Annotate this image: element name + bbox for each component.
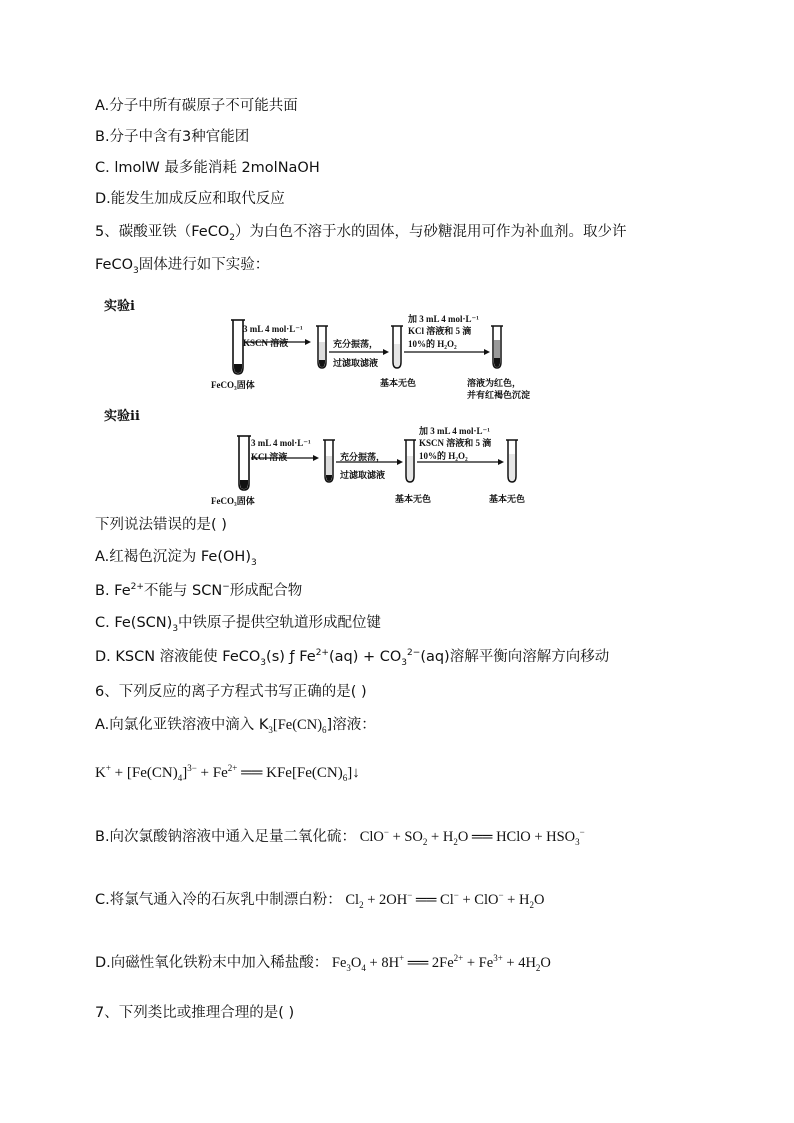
exp1-observation1: 基本无色 (380, 378, 417, 388)
q5-question: 下列说法错误的是( ) (95, 517, 227, 533)
q5-option-c: C. $Fe(SCN)_3$中铁原子提供空轨道形成配位键 (95, 615, 382, 634)
q7-stem: 7、下列类比或推理合理的是( ) (95, 1005, 295, 1021)
experiment-2-diagram (205, 420, 535, 509)
exp1-reagent1-line1: 3 mL 4 mol·L⁻¹ (243, 324, 303, 334)
q4-option-a: A.分子中所有碳原子不可能共面 (95, 98, 298, 114)
arrow-1-head (305, 339, 311, 345)
q5-option-a: A.红褐色沉淀为 $Fe(OH)_3$ (95, 549, 257, 568)
arrow-2-head (383, 349, 389, 355)
exp2-reagent1-line2: KCl 溶液 (251, 452, 288, 462)
q6-option-a: A.向氯化亚铁溶液中滴入 $K_3[Fe(CN)_6]$溶液： (95, 717, 376, 735)
q6-option-d: D.向磁性氧化铁粉末中加入稀盐酸： $Fe_3O_4 + 8H^+$ ══ $2Fe^{2+} + Fe^{3+} + 4H_2O$ (95, 953, 551, 973)
test-tube-icon (237, 436, 251, 490)
q5-option-d: D. KSCN 溶液能使 FeCO$_3$(s) ƒ $Fe^{2+}(aq) + CO_3^{2-}(aq)$溶解平衡向溶解方向移动 (95, 648, 610, 668)
exp1-step2-line1: 充分振荡， (333, 339, 379, 349)
test-tube-icon (323, 440, 335, 482)
q6-option-c: C.将氯气通入冷的石灰乳中制漂白粉： $Cl_2 + 2OH^-$ ══ $Cl^- + ClO^- + H_2O$ (95, 890, 545, 910)
q6-option-b: B.向次氯酸钠溶液中通入足量二氧化硫： $ClO^- + SO_2 + H_2O$ ══ HClO + $HSO_3^-$ (95, 827, 585, 847)
test-tube-icon (391, 326, 403, 368)
q5-option-b: B. $Fe^{2+}$不能与 SCN−形成配合物 (95, 582, 303, 599)
arrow-1-head (313, 455, 319, 461)
exp2-reagent2-line1: 加 3 mL 4 mol·L⁻¹ (419, 426, 490, 436)
test-tube-icon (404, 440, 416, 482)
exp1-step2-line2: 过滤取滤液 (333, 358, 379, 368)
exp2-reagent1-line1: 3 mL 4 mol·L⁻¹ (251, 438, 311, 448)
exp2-observation1: 基本无色 (395, 494, 432, 504)
test-tube-icon (316, 326, 328, 368)
exp2-solid-label: FeCO₃固体 (211, 496, 255, 506)
arrow-3-head (484, 349, 490, 355)
q4-option-b: B.分子中含有3种官能团 (95, 129, 250, 145)
exp1-observation2-line2: 并有红褐色沉淀 (467, 390, 531, 400)
q4-option-c: C. lmolW 最多能消耗 2molNaOH (95, 160, 320, 176)
arrow-3-head (498, 459, 504, 465)
q5-stem-line2: FeCO$_3$固体进行如下实验： (95, 257, 270, 276)
exp2-step2-line1: 充分振荡， (340, 452, 386, 462)
exp2-observation2: 基本无色 (489, 494, 526, 504)
experiment-1-title: 实验ⅰ (104, 298, 135, 313)
exp1-reagent2-line1: 加 3 mL 4 mol·L⁻¹ (408, 314, 479, 324)
exp1-reagent2-line3: 10%的 H₂O₂ (408, 339, 457, 349)
test-tube-icon (506, 440, 518, 482)
arrow-2-head (397, 459, 403, 465)
experiment-2-title: 实验ⅱ (104, 408, 140, 423)
q5-stem-line1: 5、碳酸亚铁（FeCO$_2$）为白色不溶于水的固体，与砂糖混用可作为补血剂。取少许 (95, 224, 627, 243)
exp1-reagent1-line2: KSCN 溶液 (243, 338, 289, 348)
exp2-step2-line2: 过滤取滤液 (340, 470, 386, 480)
test-tube-icon (491, 326, 503, 368)
exp1-reagent2-line2: KCl 溶液和 5 滴 (408, 326, 472, 336)
experiment-1-diagram (205, 312, 535, 411)
exp2-reagent2-line2: KSCN 溶液和 5 滴 (419, 438, 492, 448)
q4-option-d: D.能发生加成反应和取代反应 (95, 191, 285, 207)
exp1-observation2-line1: 溶液为红色， (467, 378, 522, 388)
exp1-solid-label: FeCO₃固体 (211, 380, 255, 390)
q6-stem: 6、下列反应的离子方程式书写正确的是( ) (95, 684, 367, 700)
exp2-reagent2-line3: 10%的 H₂O₂ (419, 451, 468, 461)
q6-option-a-equation: $K^+ + [Fe(CN)_4]^{3-} + Fe^{2+}$ ══ $KFe[Fe(CN)_6]↓$ (95, 763, 360, 783)
